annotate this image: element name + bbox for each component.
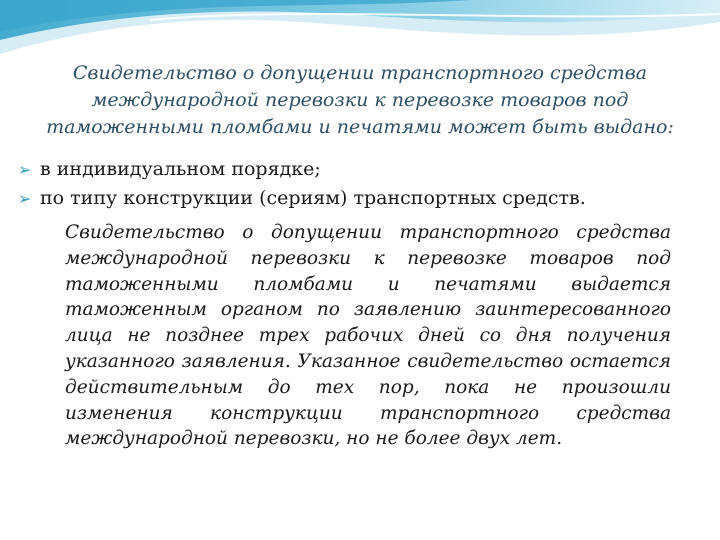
arrow-bullet-icon: ➢ <box>18 189 32 208</box>
bullet-text: по типу конструкции (сериям) транспортных средств. <box>40 187 586 209</box>
bullet-list <box>18 155 708 213</box>
slide-title-colon: : <box>667 116 674 138</box>
bullet-text: в индивидуальном порядке; <box>40 158 321 180</box>
arrow-bullet-icon: ➢ <box>18 160 32 179</box>
body-paragraph: Свидетельство о допущении транспортного средства международной перевозки к перевозке товаров под таможенными пломбами и печатями выдается таможенным органом по заявлению заинтересованного лица не позднее трех рабочих дней со дня получения указанного заявления. Указанное свидетельство остается действительным до тех пор, пока не произошли изменения конструкции транспортного средства международной перевозки, но не более двух лет. <box>65 222 671 450</box>
slide-title-text: Свидетельство о допущении транспортного средства международной перевозки к перевозке товаров под таможенными пломбами и печатями может быть выдано <box>46 62 668 138</box>
bullet-item <box>18 184 708 213</box>
slide-title <box>30 60 690 141</box>
bullet-item <box>18 155 708 184</box>
